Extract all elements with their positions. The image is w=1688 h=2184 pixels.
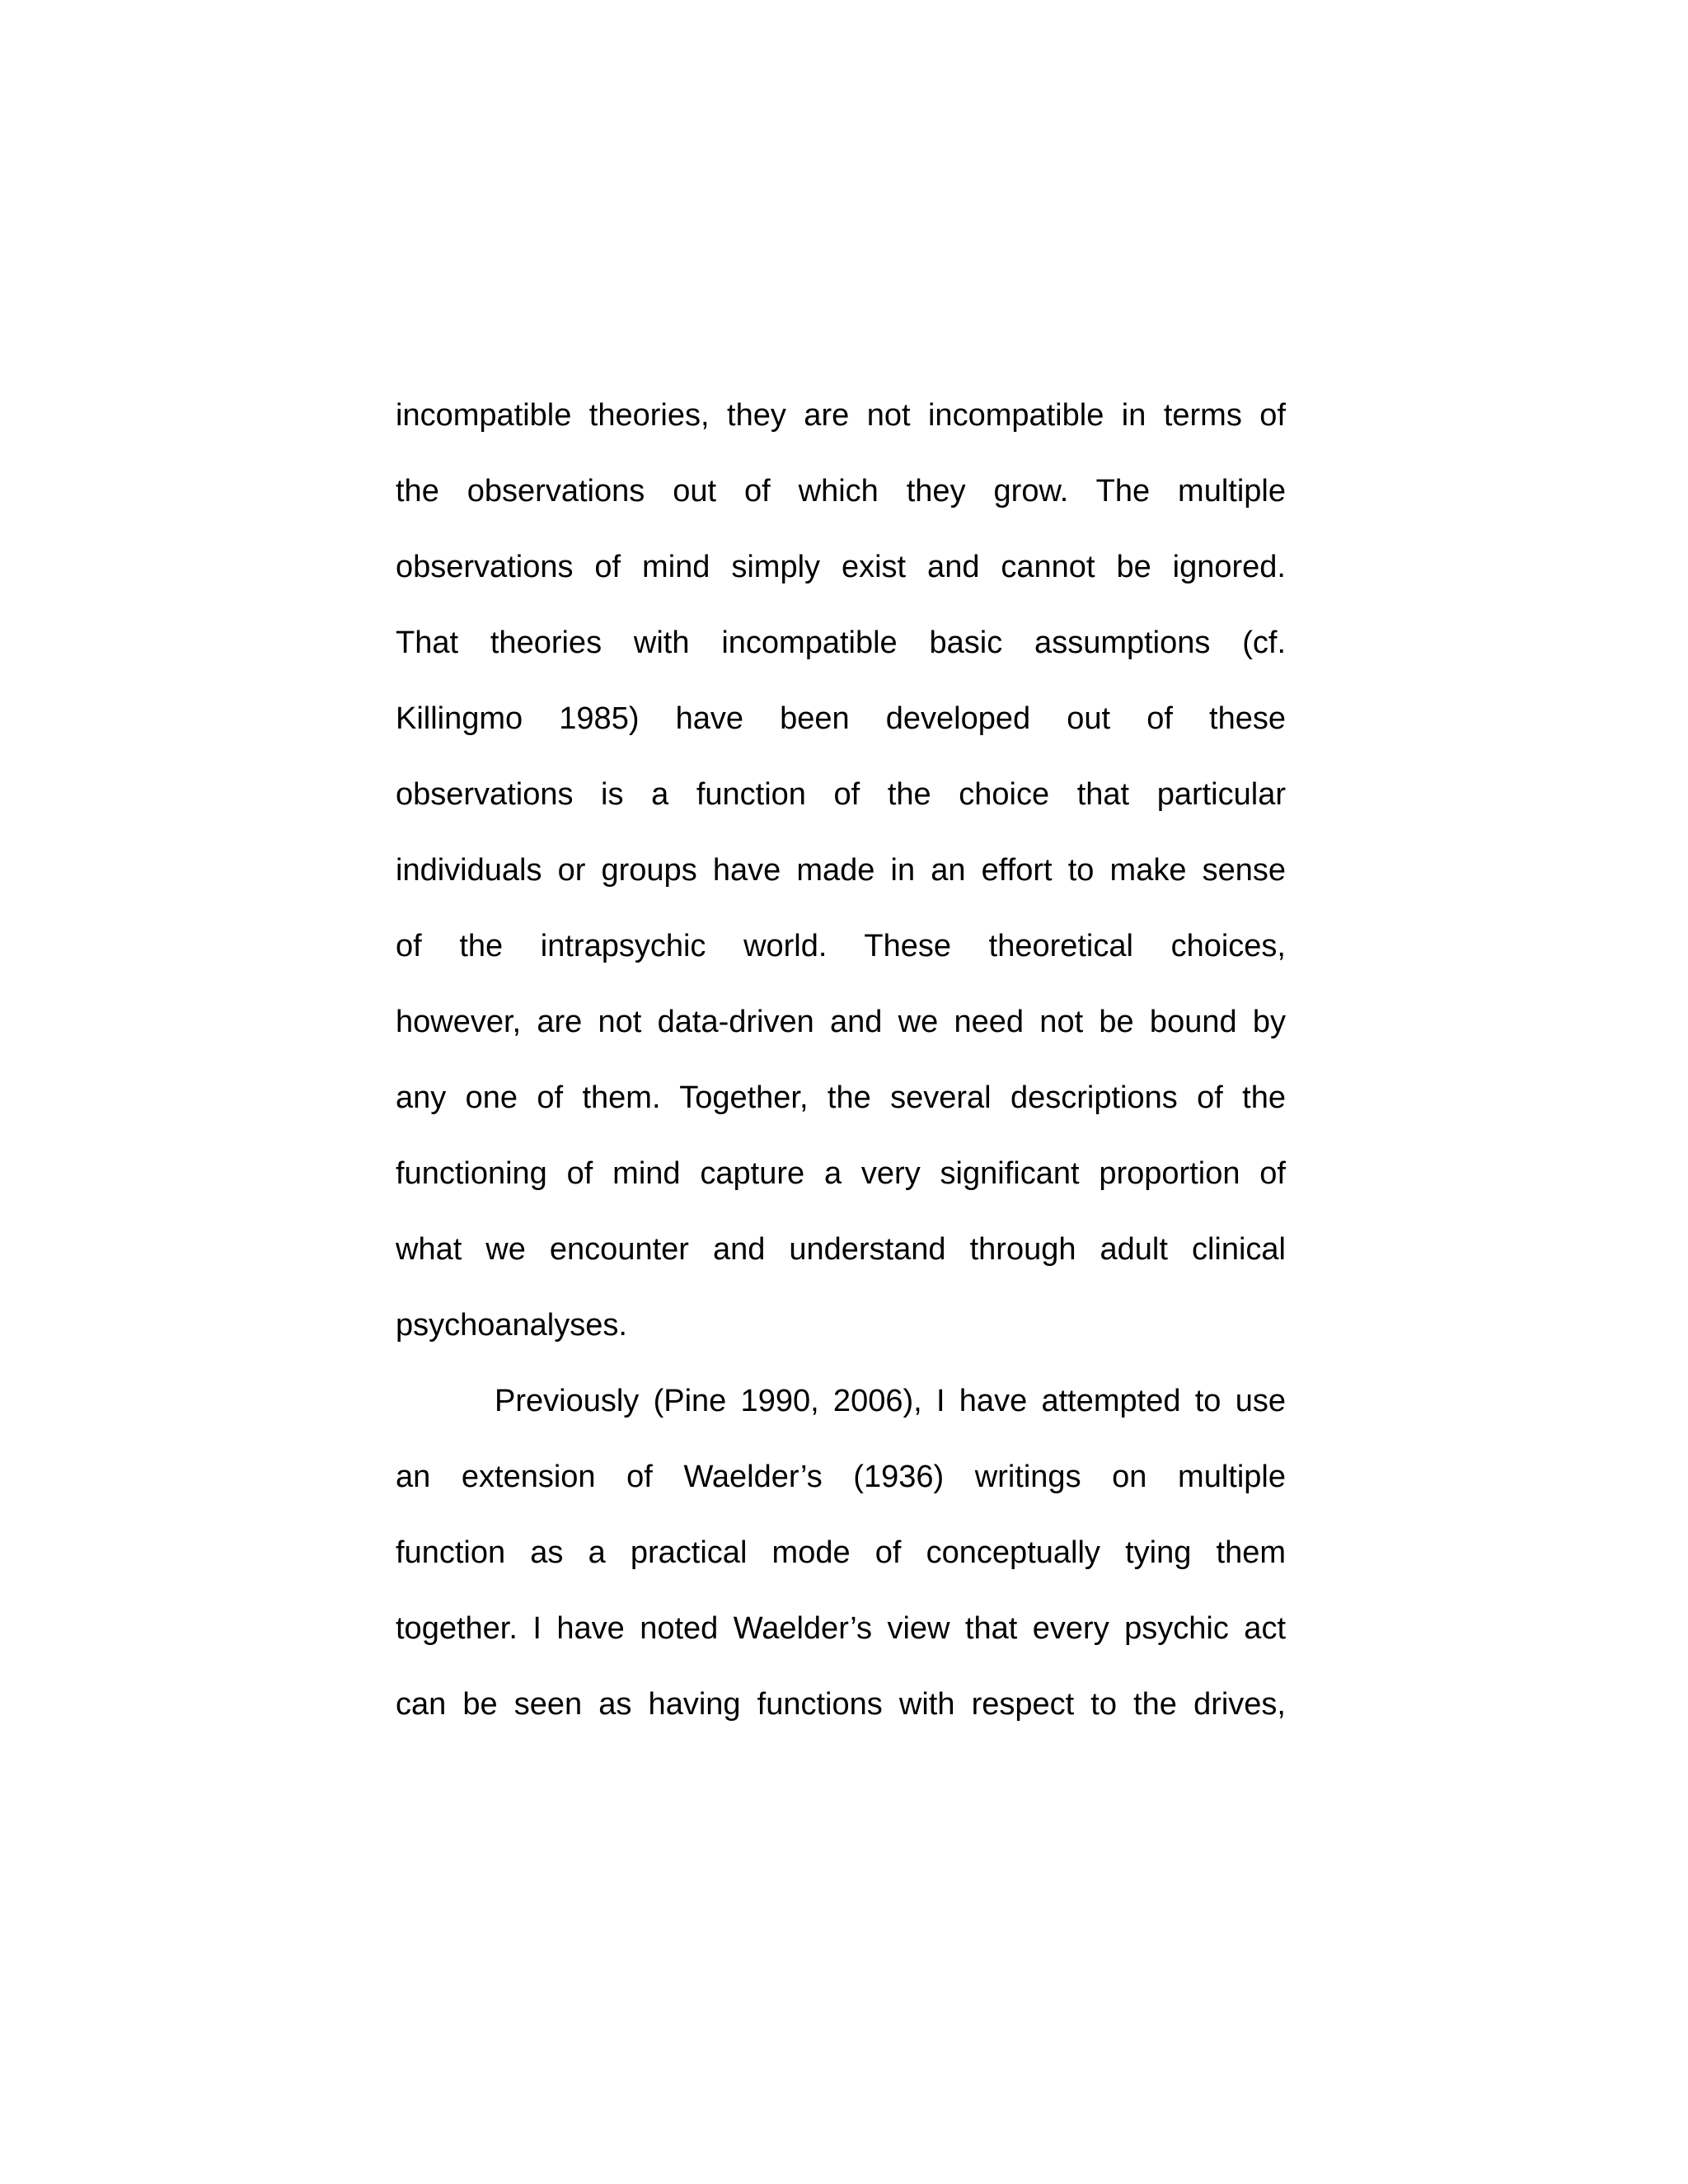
text-line: however, are not data-driven and we need not be bound by <box>396 1005 1286 1039</box>
paragraph-1 <box>396 389 1286 1375</box>
text-line: individuals or groups have made in an effort to make sense <box>396 853 1286 888</box>
text-line: psychoanalyses. <box>396 1308 627 1343</box>
body-text <box>396 389 1286 1754</box>
text-line: functioning of mind capture a very significant proportion of <box>396 1156 1286 1191</box>
text-line: can be seen as having functions with respect to the drives, <box>396 1687 1286 1722</box>
text-line: That theories with incompatible basic assumptions (cf. <box>396 626 1286 660</box>
text-line: Previously (Pine 1990, 2006), I have attempted to use <box>495 1384 1286 1418</box>
text-line: any one of them. Together, the several descriptions of the <box>396 1080 1286 1115</box>
text-line: an extension of Waelder’s (1936) writings on multiple <box>396 1460 1286 1494</box>
text-line: function as a practical mode of conceptually tying them <box>396 1535 1286 1570</box>
text-line: incompatible theories, they are not incompatible in terms of <box>396 398 1286 433</box>
text-line: together. I have noted Waelder’s view that every psychic act <box>396 1611 1286 1646</box>
text-line: what we encounter and understand through adult clinical <box>396 1232 1286 1267</box>
text-line: the observations out of which they grow. The multiple <box>396 474 1286 509</box>
text-line: of the intrapsychic world. These theoretical choices, <box>396 929 1286 963</box>
paragraph-2 <box>396 1375 1286 1754</box>
text-line: observations of mind simply exist and cannot be ignored. <box>396 550 1286 584</box>
text-line: observations is a function of the choice that particular <box>396 777 1286 812</box>
text-line: Killingmo 1985) have been developed out of these <box>396 701 1286 736</box>
